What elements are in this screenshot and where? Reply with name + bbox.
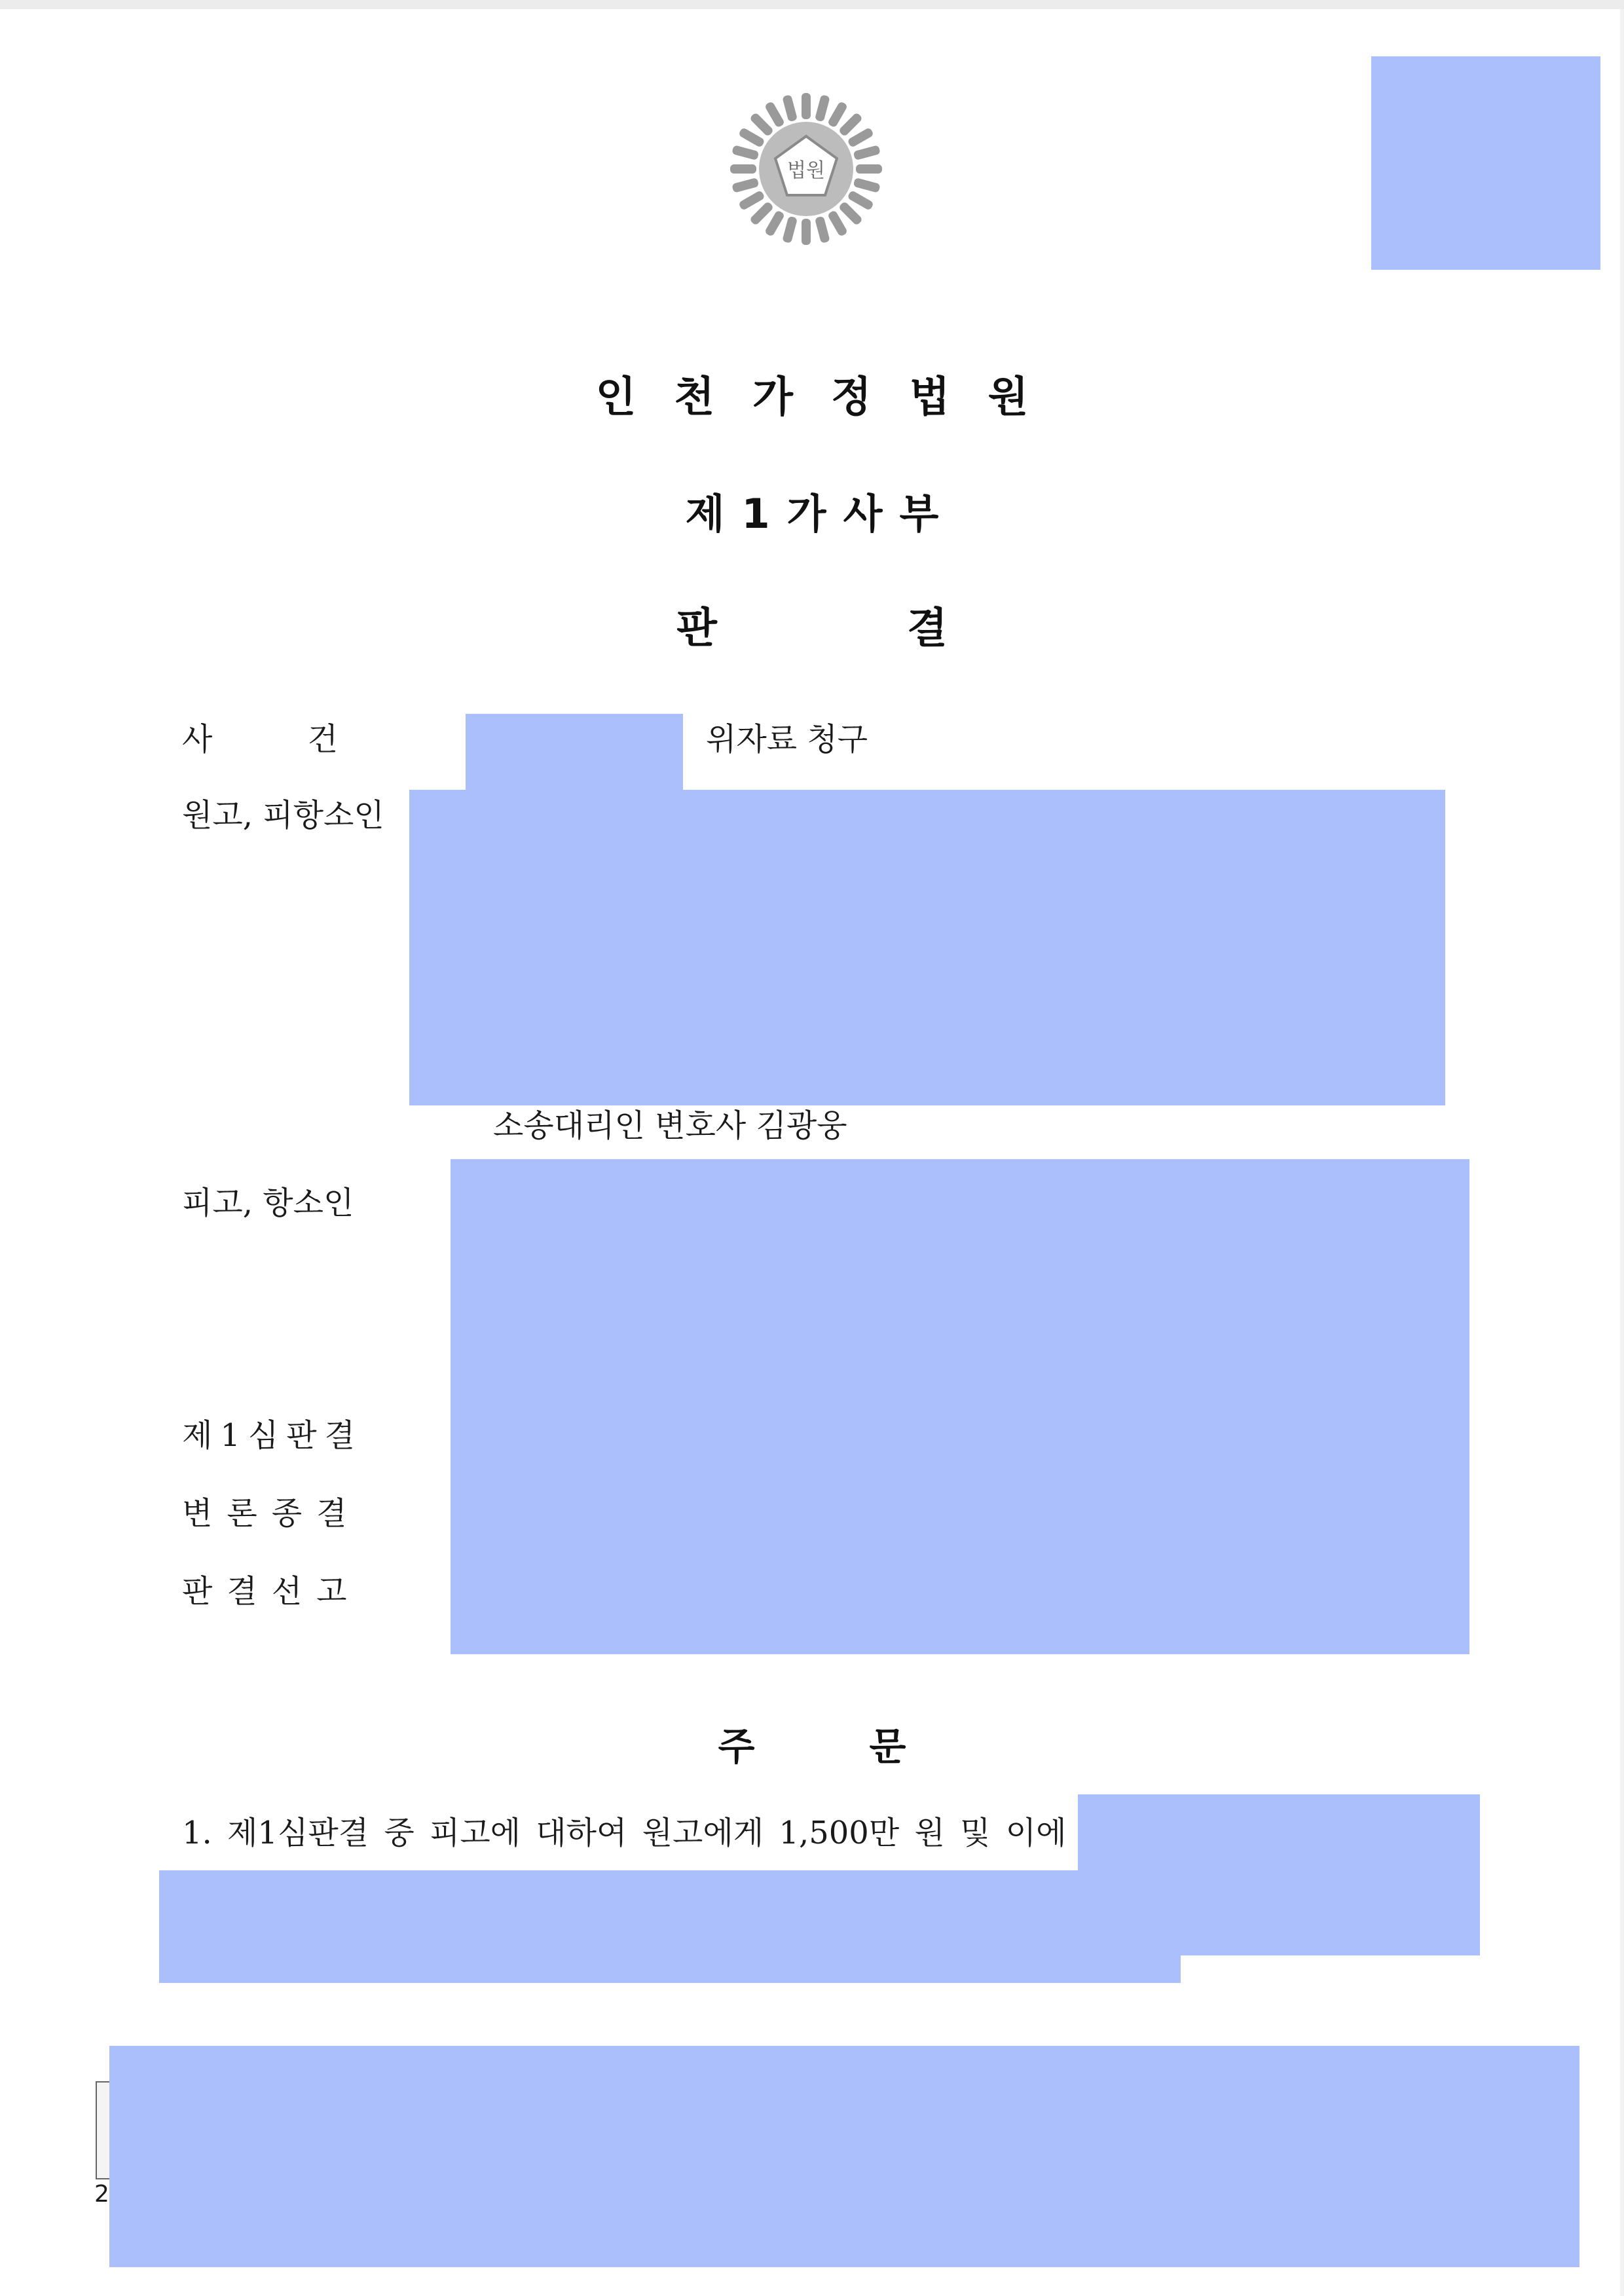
redaction-box	[1371, 56, 1600, 270]
court-name: 인천가정법원	[595, 373, 1067, 422]
case-label: 사 건	[182, 721, 338, 758]
division-name: 제1가사부	[685, 490, 956, 538]
plaintiff-counsel: 소송대리인 변호사 김광웅	[493, 1107, 847, 1144]
redaction-case-number	[466, 714, 683, 790]
order-item-1: 1. 제1심판결 중 피고에 대하여 원고에게 1,500만 원 및 이에	[182, 1815, 1067, 1851]
sentence-label: 판결선고	[182, 1573, 361, 1610]
top-border	[0, 0, 1624, 9]
redaction-order-1b	[159, 1870, 1181, 1983]
svg-text:법원: 법원	[787, 159, 825, 182]
right-border	[1620, 9, 1624, 2296]
first-instance-label: 제1심판결	[182, 1417, 363, 1454]
redaction-footer	[109, 2046, 1579, 2267]
redaction-defendant	[451, 1159, 1469, 1654]
page-number: 2	[94, 2181, 109, 2208]
case-name: 위자료 청구	[706, 721, 868, 758]
redaction-plaintiff	[409, 790, 1445, 1105]
order-title: 주문	[718, 1724, 1021, 1769]
defendant-label: 피고, 항소인	[182, 1185, 354, 1221]
plaintiff-label: 원고, 피항소인	[182, 797, 384, 834]
judgment-title: 판결	[676, 604, 1137, 653]
closing-label: 변론종결	[182, 1495, 361, 1532]
court-emblem-icon	[729, 92, 883, 246]
